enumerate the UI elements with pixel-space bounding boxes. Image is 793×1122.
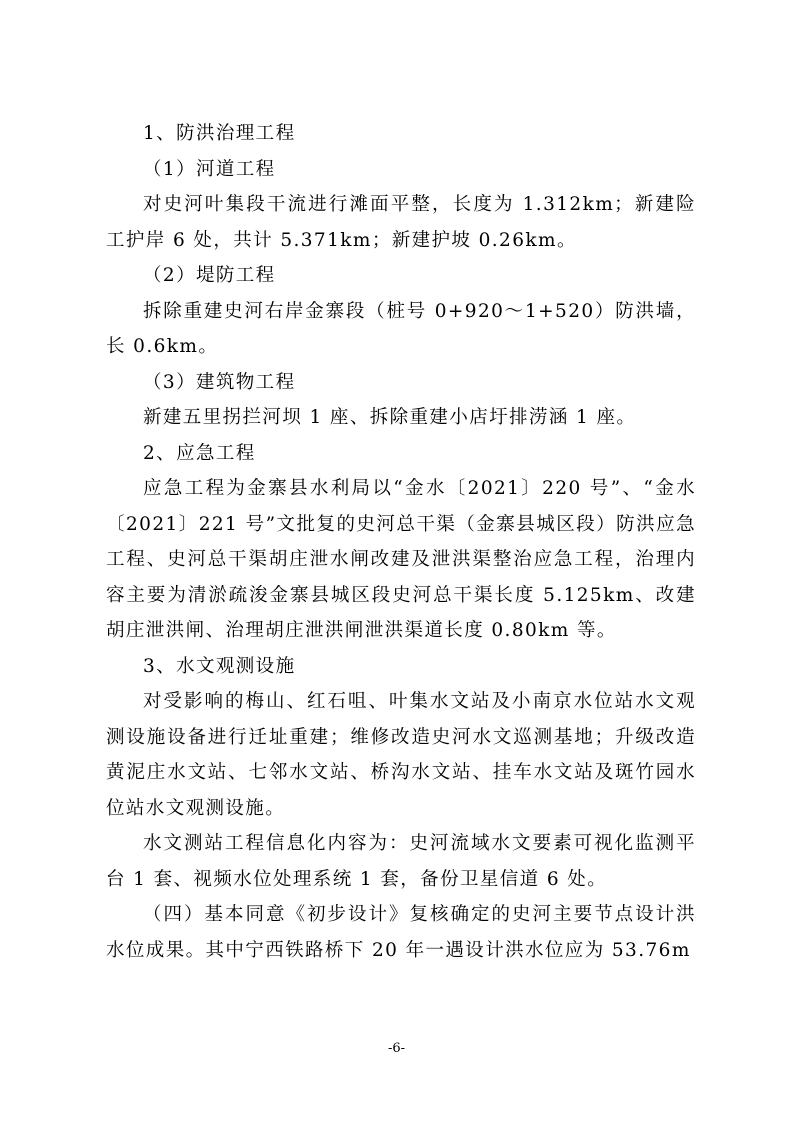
paragraph-hydrology-facilities: 对受影响的梅山、红石咀、叶集水文站及小南京水位站水文观测设施设备进行迁址重建；维修改造史河水文巡测基地；升级改造黄泥庄水文站、七邻水文站、桥沟水文站、挂车水文站及斑竹园水位站水文观测设施。 [106, 691, 696, 819]
page-number: -6- [387, 1041, 406, 1056]
section-heading-hydrology: 3、水文观测设施 [143, 655, 296, 677]
document-body [106, 116, 696, 968]
paragraph-hydrology-informatization: 水文测站工程信息化内容为：史河流域水文要素可视化监测平台 1 套、视频水位处理系统 1 套，备份卫星信道 6 处。 [106, 833, 696, 890]
subheading-structure-works: （3）建筑物工程 [143, 371, 296, 393]
section-heading-flood-control: 1、防洪治理工程 [143, 123, 296, 144]
section-heading-emergency: 2、应急工程 [143, 442, 256, 464]
paragraph-river-works: 对史河叶集段干流进行滩面平整，长度为 1.312km；新建险工护岸 6 处，共计 5.371km；新建护坡 0.26km。 [106, 194, 696, 251]
paragraph-structure-works: 新建五里拐拦河坝 1 座、拆除重建小店圩排涝涵 1 座。 [143, 407, 637, 428]
paragraph-levee-works: 拆除重建史河右岸金寨段（桩号 0+920～1+520）防洪墙，长 0.6km。 [106, 300, 696, 357]
paragraph-design-flood-level: （四）基本同意《初步设计》复核确定的史河主要节点设计洪水位成果。其中宁西铁路桥下 20 年一遇设计洪水位应为 53.76m [106, 904, 696, 961]
subheading-levee-works: （2）堤防工程 [143, 265, 276, 286]
subheading-river-works: （1）河道工程 [143, 158, 276, 180]
paragraph-emergency: 应急工程为金寨县水利局以“金水〔2021〕220 号”、“金水〔2021〕221 号”文批复的史河总干渠（金寨县城区段）防洪应急工程、史河总干渠胡庄泄水闸改建及泄洪渠整治应急工程，治理内容主要为清淤疏浚金寨县城区段史河总干渠长度 5.125km、改建胡庄泄洪闸、治理胡庄泄洪闸泄洪渠道长度 0.80km 等。 [106, 478, 696, 641]
